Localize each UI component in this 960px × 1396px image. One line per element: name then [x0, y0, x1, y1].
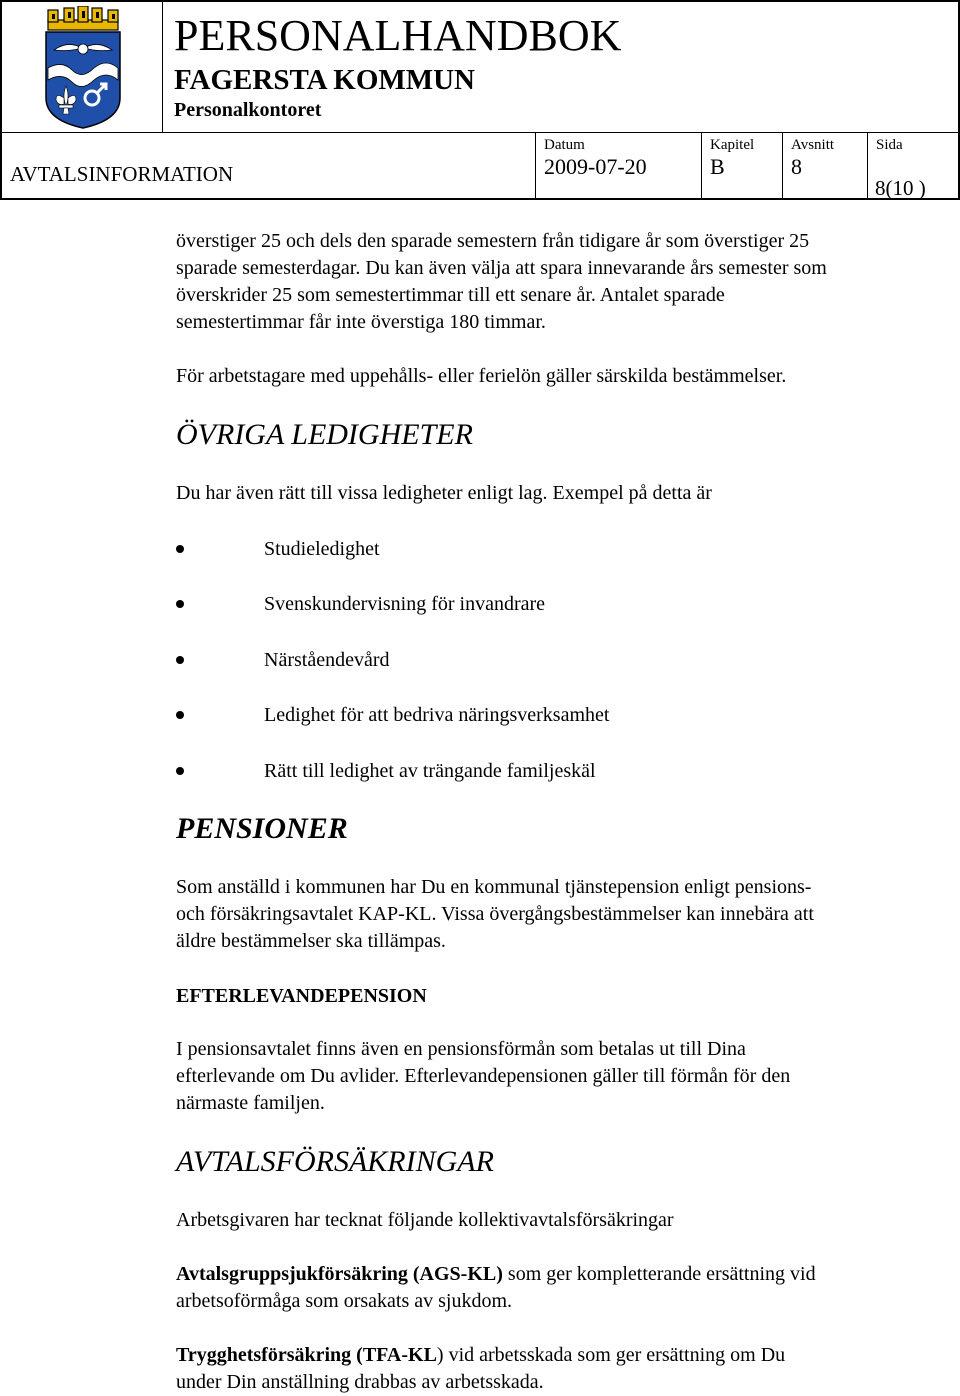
date-value: 2009-07-20: [544, 154, 647, 179]
list-item: [176, 646, 876, 674]
heading-other-leave: ÖVRIGA LEDIGHETER: [176, 418, 473, 451]
list-item: [176, 535, 876, 563]
ags-insurance-paragraph: [176, 1261, 936, 1315]
chapter-label: Kapitel: [710, 137, 755, 153]
organization-name: FAGERSTA KOMMUN: [174, 64, 476, 96]
header-divider: [2, 132, 958, 133]
heading-agreement-insurance: AVTALSFÖRSÄKRINGAR: [176, 1145, 494, 1178]
fagersta-coat-of-arms-logo: [42, 6, 124, 130]
text-line: Som anställd i kommunen har Du en kommunal tjänstepension enligt pensions-: [176, 876, 812, 898]
text-line: I pensionsavtalet finns även en pensionsförmån som betalas ut till Dina: [176, 1038, 746, 1060]
tfa-insurance-paragraph: [176, 1342, 936, 1396]
list-item-label: Studieledighet: [264, 538, 380, 560]
pension-paragraph: [176, 874, 936, 955]
text-line: överskrider 25 som semestertimmar till ett senare år. Antalet sparade: [176, 284, 725, 306]
page-number: 8(10 ): [875, 176, 926, 200]
text-line: semestertimmar får inte överstiga 180 timmar.: [176, 311, 546, 333]
bullet-icon: [176, 767, 184, 775]
text-line: överstiger 25 och dels den sparade semestern från tidigare år som överstiger 25: [176, 230, 810, 252]
text-line: arbetsoförmåga som orsakats av sjukdom.: [176, 1290, 513, 1312]
list-item-label: Rätt till ledighet av trängande familjeskäl: [264, 760, 596, 782]
list-item: [176, 590, 876, 618]
ags-insurance-name: Avtalsgruppsjukförsäkring (AGS-KL): [176, 1263, 503, 1285]
bullet-icon: [176, 545, 184, 553]
logo-cell: [2, 2, 163, 132]
header-divider: [867, 132, 868, 198]
list-item-label: Svenskundervisning för invandrare: [264, 593, 546, 615]
text-line: under Din anställning drabbas av arbetsskada.: [176, 1371, 544, 1393]
bullet-icon: [176, 711, 184, 719]
document-section: AVTALSINFORMATION: [10, 162, 234, 186]
heading-survivor-pension: EFTERLEVANDEPENSION: [176, 985, 427, 1007]
handbook-title: PERSONALHANDBOK: [174, 11, 622, 60]
special-rules-paragraph: För arbetstagare med uppehålls- eller ferielön gäller särskilda bestämmelser.: [176, 365, 787, 387]
header-divider: [782, 132, 783, 198]
text-line: sparade semesterdagar. Du kan även välja att spara innevarande års semester som: [176, 257, 827, 279]
bullet-icon: [176, 600, 184, 608]
bullet-icon: [176, 656, 184, 664]
subsection-label: Avsnitt: [791, 137, 835, 153]
text-line: som ger kompletterande ersättning vid: [502, 1263, 816, 1285]
office-name: Personalkontoret: [174, 99, 322, 121]
text-line: efterlevande om Du avlider. Efterlevandepensionen gäller till förmån för den: [176, 1065, 791, 1087]
header-divider: [535, 132, 536, 198]
survivor-pension-paragraph: [176, 1036, 936, 1117]
tfa-insurance-name: Trygghetsförsäkring (TFA-KL: [176, 1344, 437, 1366]
list-item-label: Närståendevård: [264, 649, 390, 671]
list-item-label: Ledighet för att bedriva näringsverksamhet: [264, 704, 610, 726]
text-line: närmaste familjen.: [176, 1092, 325, 1114]
document-header: [0, 0, 960, 200]
text-line: ) vid arbetsskada som ger ersättning om Du: [436, 1344, 786, 1366]
list-item: [176, 757, 876, 785]
text-line: äldre bestämmelser ska tillämpas.: [176, 930, 446, 952]
date-label: Datum: [544, 137, 585, 153]
leave-intro-paragraph: Du har även rätt till vissa ledigheter enligt lag. Exempel på detta är: [176, 482, 712, 504]
heading-pensions: PENSIONER: [176, 812, 348, 845]
insurance-intro-paragraph: Arbetsgivaren har tecknat följande kollektivavtalsförsäkringar: [176, 1209, 674, 1231]
header-divider: [701, 132, 702, 198]
vacation-paragraph: [176, 228, 936, 336]
page-label: Sida: [876, 137, 903, 153]
text-line: och försäkringsavtalet KAP-KL. Vissa övergångsbestämmelser kan innebära att: [176, 903, 814, 925]
chapter-value: B: [710, 154, 725, 179]
subsection-value: 8: [791, 154, 802, 179]
list-item: [176, 701, 876, 729]
